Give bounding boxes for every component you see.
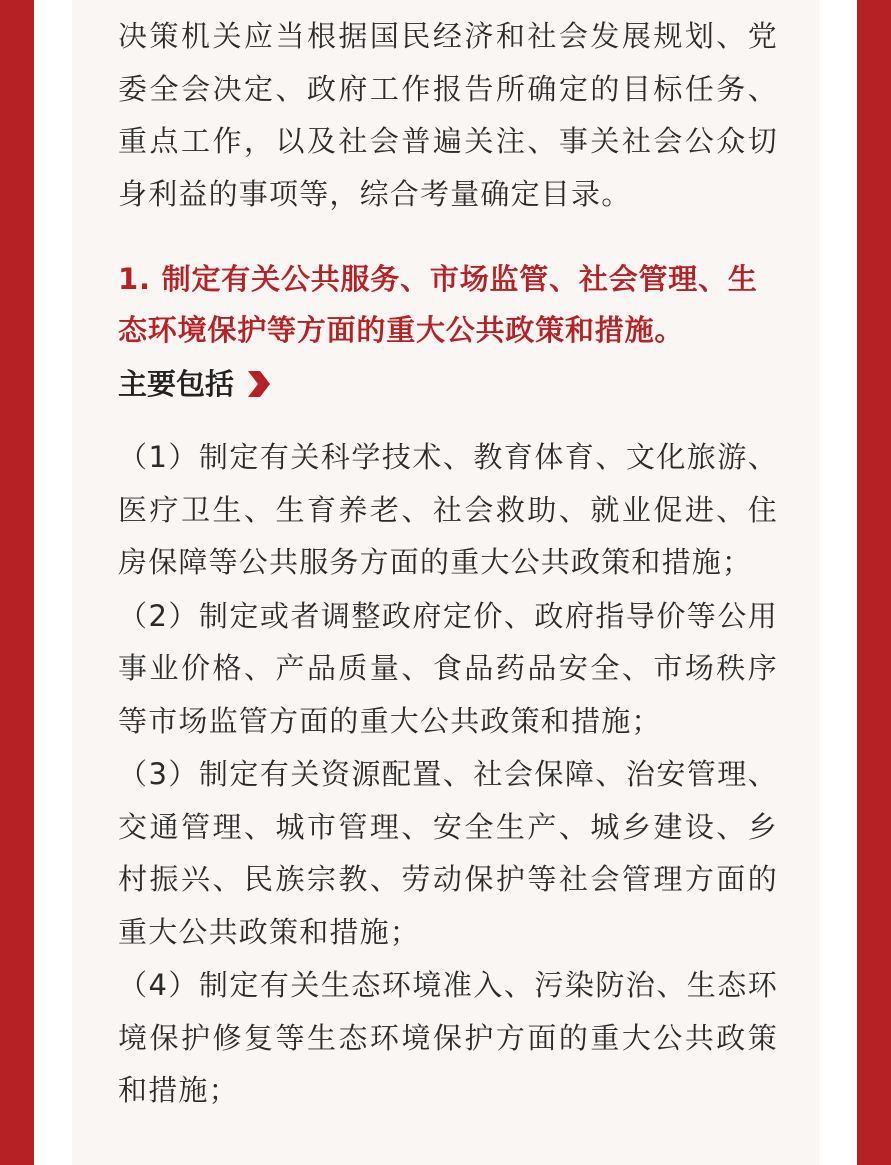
- item-list: [118, 431, 778, 1117]
- list-item: （1）制定有关科学技术、教育体育、文化旅游、医疗卫生、生育养老、社会救助、就业促进、住房保障等公共服务方面的重大公共政策和措施；: [118, 440, 778, 579]
- list-item: （4）制定有关生态环境准入、污染防治、生态环境保护修复等生态环境保护方面的重大公共政策和措施；: [118, 968, 778, 1107]
- chevron-right-icon: [246, 369, 272, 399]
- section-subhead: [118, 359, 778, 409]
- intro-paragraph: 决策机关应当根据国民经济和社会发展规划、党委全会决定、政府工作报告所确定的目标任务、重点工作，以及社会普遍关注、事关社会公众切身利益的事项等，综合考量确定目录。: [118, 19, 778, 211]
- list-item: （3）制定有关资源配置、社会保障、治安管理、交通管理、城市管理、安全生产、城乡建设、乡村振兴、民族宗教、劳动保护等社会管理方面的重大公共政策和措施；: [118, 757, 778, 949]
- subhead-label: 主要包括: [118, 367, 235, 401]
- right-red-border: [857, 0, 891, 1165]
- section-heading: 1. 制定有关公共服务、市场监管、社会管理、生态环境保护等方面的重大公共政策和措施。: [118, 262, 758, 347]
- left-red-border: [0, 0, 34, 1165]
- list-item: （2）制定或者调整政府定价、政府指导价等公用事业价格、产品质量、食品药品安全、市场秩序等市场监管方面的重大公共政策和措施；: [118, 598, 778, 738]
- document-body: [118, 10, 778, 1118]
